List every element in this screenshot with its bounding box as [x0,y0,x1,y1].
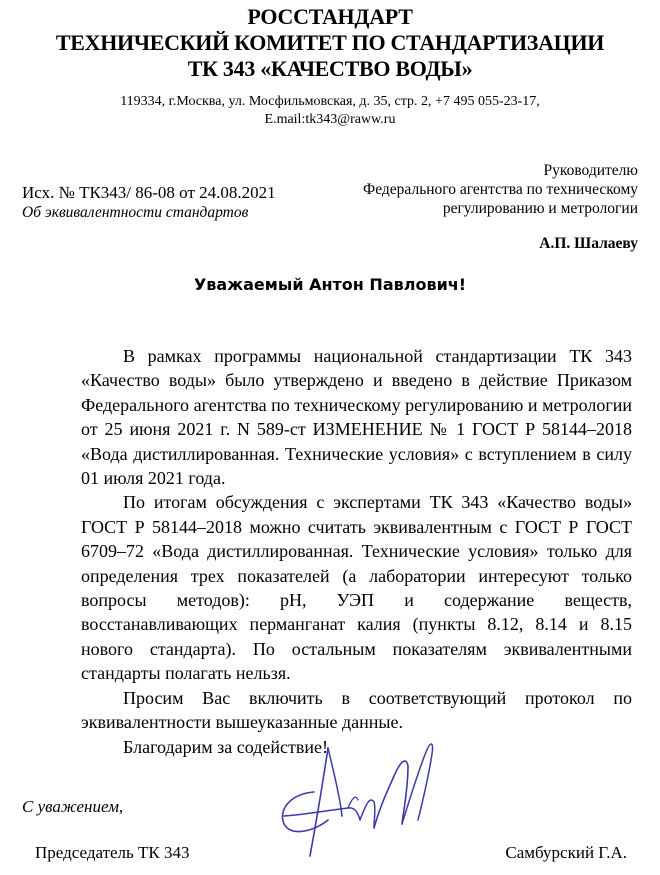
closing-regards: С уважением, [22,797,124,816]
paragraph-1: В рамках программы национальной стандартизации ТК 343 «Качество воды» было утверждено и введено в действие Приказом Федерального агентства по техническому регулированию и метрологии от 25 июня 2021 г. N 589-ст ИЗМЕНЕНИЕ № 1 ГОСТ Р 58144–2018 «Вода дистиллированная. Технические условия» с вступлением в силу 01 июля 2021 года. [81,346,632,489]
signer-name: Самбурский Г.А. [505,843,627,862]
recipient-agency-cont: регулированию и метрологии [442,200,638,217]
reference-subject: Об эквивалентности стандартов [22,204,249,221]
org-title: РОССТАНДАРТ [247,4,413,29]
paragraph-3: Просим Вас включить в соответствующий протокол по эквивалентности вышеуказанные данные. [81,687,632,733]
signer-position: Председатель ТК 343 [35,843,190,862]
paragraph-4: Благодарим за содействие! [123,736,328,757]
recipient-name: А.П. Шалаеву [539,235,638,252]
paragraph-2: По итогам обсуждения с экспертами ТК 343 «Качество воды» ГОСТ Р 58144–2018 можно считать эквивалентным с ГОСТ Р ГОСТ 6709–72 «Вода дистиллированная. Технические условия» только для определения трех показателей (а лаборатории интересуют только вопросы методов): pH, УЭП и содержание веществ, восстанавливающих перманганат калия (пункты 8.12, 8.14 и 8.15 нового стандарта). По остальным показателям эквивалентными стандарты полагать нельзя. [81,492,632,684]
letter-body [81,344,632,759]
reference-number: Исх. № ТК343/ 86-08 от 24.08.2021 [22,183,276,202]
recipient-position: Руководителю [543,162,638,179]
email-line: E.mail:tk343@raww.ru [264,112,396,127]
recipient-agency: Федерального агентства по техническому [363,181,638,198]
salutation: Уважаемый Антон Павлович! [193,275,467,294]
handwritten-signature [270,728,450,860]
tk-title: ТК 343 «КАЧЕСТВО ВОДЫ» [187,56,473,81]
committee-title: ТЕХНИЧЕСКИЙ КОМИТЕТ ПО СТАНДАРТИЗАЦИИ [55,30,605,55]
address-line: 119334, г.Москва, ул. Мосфильмовская, д. 35, стр. 2, +7 495 055-23-17, [120,94,540,109]
